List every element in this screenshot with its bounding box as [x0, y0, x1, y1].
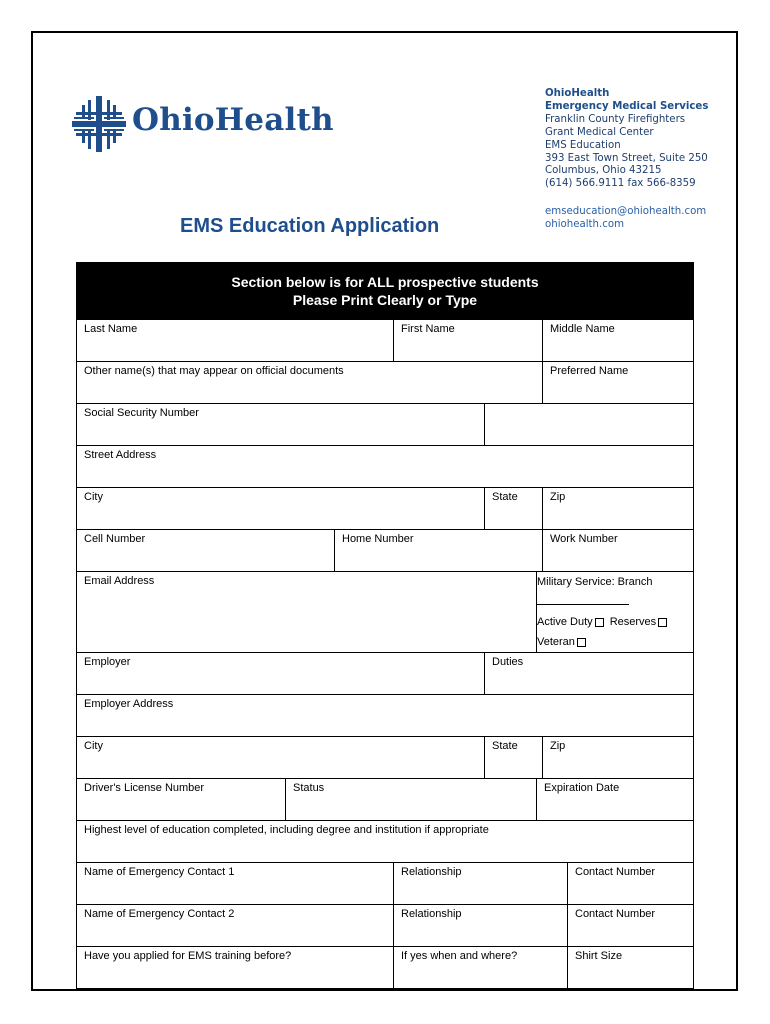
other-names-row [77, 362, 694, 404]
phone-row [77, 530, 694, 572]
other-names-label: Other name(s) that may appear on official documents [84, 365, 344, 377]
email-row [77, 572, 694, 653]
cell-number-label: Cell Number [84, 533, 146, 545]
street-row [77, 446, 694, 488]
street-address-label: Street Address [84, 449, 157, 461]
email-address-field[interactable] [77, 572, 537, 653]
ssn-row [77, 404, 694, 446]
contact-line: EMS Education [545, 139, 621, 151]
ssn-extra-field[interactable] [485, 404, 694, 446]
relationship-2-field[interactable] [394, 905, 568, 947]
last-name-label: Last Name [84, 323, 138, 335]
employer-zip-label: Zip [550, 740, 566, 752]
section-header [77, 263, 694, 320]
other-names-field[interactable] [77, 362, 543, 404]
employer-address-row [77, 695, 694, 737]
active-duty-checkbox[interactable] [595, 618, 604, 627]
veteran-checkbox[interactable] [577, 638, 586, 647]
contact-block [545, 88, 708, 232]
contact-line: 393 East Town Street, Suite 250 [545, 152, 708, 164]
license-row [77, 779, 694, 821]
state-field[interactable] [485, 488, 543, 530]
contact-website-link[interactable]: ohiohealth.com [545, 219, 624, 231]
applied-before-label: Have you applied for EMS training before? [84, 950, 292, 962]
employer-city-label: City [84, 740, 103, 752]
training-row [77, 947, 694, 989]
ohiohealth-mark-icon [72, 96, 126, 152]
contact-line: Grant Medical Center [545, 126, 654, 138]
contact-number-2-label: Contact Number [575, 908, 656, 920]
ssn-label: Social Security Number [84, 407, 199, 419]
contact-line: Columbus, Ohio 43215 [545, 165, 662, 177]
contact-dept: Emergency Medical Services [545, 100, 709, 112]
emergency-contact-1-field[interactable] [77, 863, 394, 905]
city-field[interactable] [77, 488, 485, 530]
last-name-field[interactable] [77, 320, 394, 362]
contact-number-1-field[interactable] [568, 863, 694, 905]
applied-before-field[interactable] [77, 947, 394, 989]
contact-line: (614) 566.9111 fax 566-8359 [545, 178, 696, 190]
middle-name-field[interactable] [543, 320, 694, 362]
duties-label: Duties [492, 656, 524, 668]
ssn-field[interactable] [77, 404, 485, 446]
street-address-field[interactable] [77, 446, 694, 488]
expiration-date-field[interactable] [537, 779, 694, 821]
work-number-label: Work Number [550, 533, 618, 545]
zip-field[interactable] [543, 488, 694, 530]
employer-address-label: Employer Address [84, 698, 174, 710]
contact-email-link[interactable]: emseducation@ohiohealth.com [545, 206, 707, 218]
drivers-license-field[interactable] [77, 779, 286, 821]
contact-line: Franklin County Firefighters [545, 113, 686, 125]
middle-name-label: Middle Name [550, 323, 615, 335]
state-label: State [492, 491, 518, 503]
contact-number-1-label: Contact Number [575, 866, 656, 878]
employer-state-label: State [492, 740, 518, 752]
expiration-date-label: Expiration Date [544, 782, 620, 794]
military-branch-blank[interactable] [537, 595, 629, 605]
reserves-checkbox[interactable] [658, 618, 667, 627]
status-field[interactable] [286, 779, 537, 821]
first-name-label: First Name [401, 323, 455, 335]
first-name-field[interactable] [394, 320, 543, 362]
veteran-label: Veteran [537, 636, 575, 648]
section-header-row [77, 263, 694, 320]
home-number-label: Home Number [342, 533, 414, 545]
city-label: City [84, 491, 103, 503]
emergency-contact-1-row [77, 863, 694, 905]
employer-city-row [77, 737, 694, 779]
emergency-contact-2-field[interactable] [77, 905, 394, 947]
email-address-label: Email Address [84, 575, 155, 587]
contact-number-2-field[interactable] [568, 905, 694, 947]
section-header-line1: Section below is for ALL prospective students [231, 274, 539, 290]
duties-field[interactable] [485, 653, 694, 695]
shirt-size-label: Shirt Size [575, 950, 623, 962]
active-duty-label: Active Duty [537, 616, 593, 628]
when-where-label: If yes when and where? [401, 950, 518, 962]
emergency-contact-2-row [77, 905, 694, 947]
employer-label: Employer [84, 656, 131, 668]
home-number-field[interactable] [335, 530, 543, 572]
cell-number-field[interactable] [77, 530, 335, 572]
ohiohealth-logo [72, 96, 334, 156]
section-header-line2: Please Print Clearly or Type [292, 292, 478, 308]
preferred-name-label: Preferred Name [550, 365, 629, 377]
status-label: Status [293, 782, 325, 794]
employer-state-field[interactable] [485, 737, 543, 779]
employer-field[interactable] [77, 653, 485, 695]
page-title: EMS Education Application [180, 215, 440, 237]
city-row [77, 488, 694, 530]
reserves-label: Reserves [609, 616, 657, 628]
name-row [77, 320, 694, 362]
employer-city-field[interactable] [77, 737, 485, 779]
contact-org: OhioHealth [545, 88, 610, 99]
work-number-field[interactable] [543, 530, 694, 572]
relationship-1-label: Relationship [401, 866, 462, 878]
education-field[interactable] [77, 821, 694, 863]
employer-address-field[interactable] [77, 695, 694, 737]
when-where-field[interactable] [394, 947, 568, 989]
drivers-license-label: Driver's License Number [84, 782, 205, 794]
emergency-contact-1-label: Name of Emergency Contact 1 [84, 866, 235, 878]
education-label: Highest level of education completed, including degree and institution if appropriate [84, 824, 489, 836]
relationship-1-field[interactable] [394, 863, 568, 905]
application-form [76, 262, 694, 989]
employer-row [77, 653, 694, 695]
military-branch-label: Military Service: Branch [537, 576, 653, 588]
education-row [77, 821, 694, 863]
shirt-size-field[interactable] [568, 947, 694, 989]
emergency-contact-2-label: Name of Emergency Contact 2 [84, 908, 235, 920]
preferred-name-field[interactable] [543, 362, 694, 404]
relationship-2-label: Relationship [401, 908, 462, 920]
logo-wordmark: OhioHealth [132, 102, 334, 138]
employer-zip-field[interactable] [543, 737, 694, 779]
zip-label: Zip [550, 491, 566, 503]
military-service-block [537, 572, 694, 653]
